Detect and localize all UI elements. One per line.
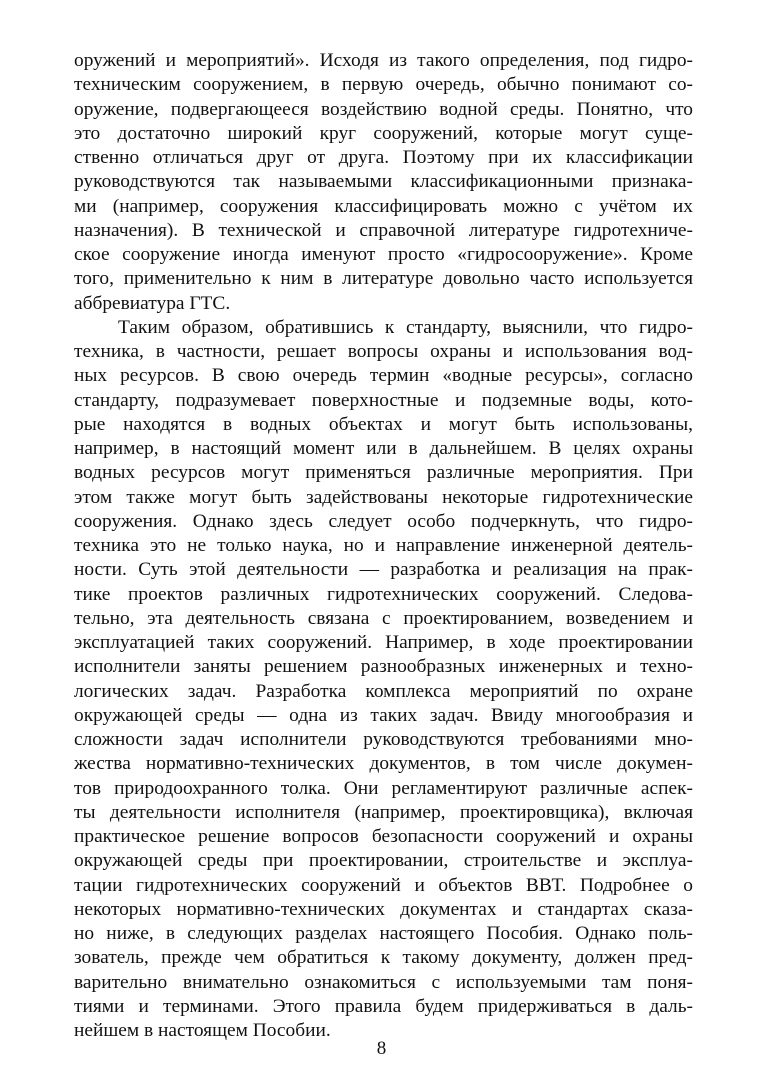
text-line: тике проектов различных гидротехнических сооружений. Следова- — [74, 583, 693, 605]
text-line: оружений и мероприятий». Исходя из такого определения, под гидро- — [74, 50, 693, 71]
text-line: водных ресурсов могут применяться различные мероприятия. При — [74, 462, 693, 484]
text-line: нейшем в настоящем Пособии. — [74, 1020, 331, 1041]
text-line: ты деятельности исполнителя (например, проектировщика), включая — [74, 801, 693, 823]
text-line: окружающей среды при проектировании, строительстве и эксплуа- — [74, 850, 693, 872]
text-line: ское сооружение иногда именуют просто «гидросооружение». Кроме — [74, 244, 693, 265]
text-line: того, применительно к ним в литературе довольно часто используется — [74, 268, 693, 290]
text-line: логических задач. Разработка комплекса мероприятий по охране — [74, 680, 693, 702]
text-line: ственно отличаться друг от друга. Поэтому при их классификации — [74, 147, 693, 168]
text-line: варительно внимательно ознакомиться с используемыми там поня- — [74, 971, 693, 993]
text-line: некоторых нормативно-технических документах и стандартах сказа- — [74, 898, 693, 920]
text-line: тов природоохранного толка. Они регламентируют различные аспек- — [74, 777, 693, 799]
text-line: окружающей среды — одна из таких задач. Ввиду многообразия и — [74, 704, 693, 726]
paragraph — [74, 49, 693, 316]
text-line: эксплуатацией таких сооружений. Например, в ходе проектировании — [74, 632, 693, 653]
text-line: тельно, эта деятельность связана с проектированием, возведением и — [74, 607, 693, 629]
text-line: ности. Суть этой деятельности — разработка и реализация на прак- — [74, 559, 693, 581]
text-line: практическое решение вопросов безопасности сооружений и охраны — [74, 826, 693, 847]
text-line: Таким образом, обратившись к стандарту, выяснили, что гидро- — [118, 316, 693, 338]
text-line: техника, в частности, решает вопросы охраны и использования вод- — [74, 341, 693, 362]
text-line: жества нормативно-технических документов, в том числе докумен- — [74, 753, 693, 775]
text-line: тации гидротехнических сооружений и объектов ВВТ. Подробнее о — [74, 874, 693, 896]
text-line: техническим сооружением, в первую очередь, обычно понимают со- — [74, 74, 693, 96]
text-line: сложности задач исполнители руководствуются требованиями мно- — [74, 729, 693, 750]
text-line: это достаточно широкий круг сооружений, которые могут суще- — [74, 122, 693, 144]
text-line: тиями и терминами. Этого правила будем придерживаться в даль- — [74, 995, 693, 1017]
text-line: назначения). В технической и справочной литературе гидротехниче- — [74, 219, 693, 241]
text-line: аббревиатура ГТС. — [74, 292, 231, 314]
text-line: руководствуются так называемыми классификационными признака- — [74, 171, 693, 193]
page-number: 8 — [376, 1038, 387, 1059]
text-line: техника это не только наука, но и направление инженерной деятель- — [74, 535, 693, 556]
text-line: рые находятся в водных объектах и могут быть использованы, — [74, 413, 693, 435]
text-line: зователь, прежде чем обратиться к такому документу, должен пред- — [74, 947, 693, 969]
text-line: сооружения. Однако здесь следует особо подчеркнуть, что гидро- — [74, 510, 693, 532]
text-line: но ниже, в следующих разделах настоящего Пособия. Однако поль- — [74, 923, 693, 944]
text-line: стандарту, подразумевает поверхностные и подземные воды, кото- — [74, 389, 693, 411]
paragraph — [74, 316, 693, 1044]
text-line: исполнители заняты решением разнообразных инженерных и техно- — [74, 656, 693, 678]
text-line: ми (например, сооружения классифицировать можно с учётом их — [74, 195, 693, 217]
body-text — [74, 49, 693, 1043]
text-line: этом также могут быть задействованы некоторые гидротехнические — [74, 486, 693, 508]
text-line: ных ресурсов. В свою очередь термин «водные ресурсы», согласно — [74, 365, 693, 387]
text-line: оружение, подвергающееся воздействию водной среды. Понятно, что — [74, 98, 693, 120]
text-line: например, в настоящий момент или в дальнейшем. В целях охраны — [74, 438, 693, 459]
